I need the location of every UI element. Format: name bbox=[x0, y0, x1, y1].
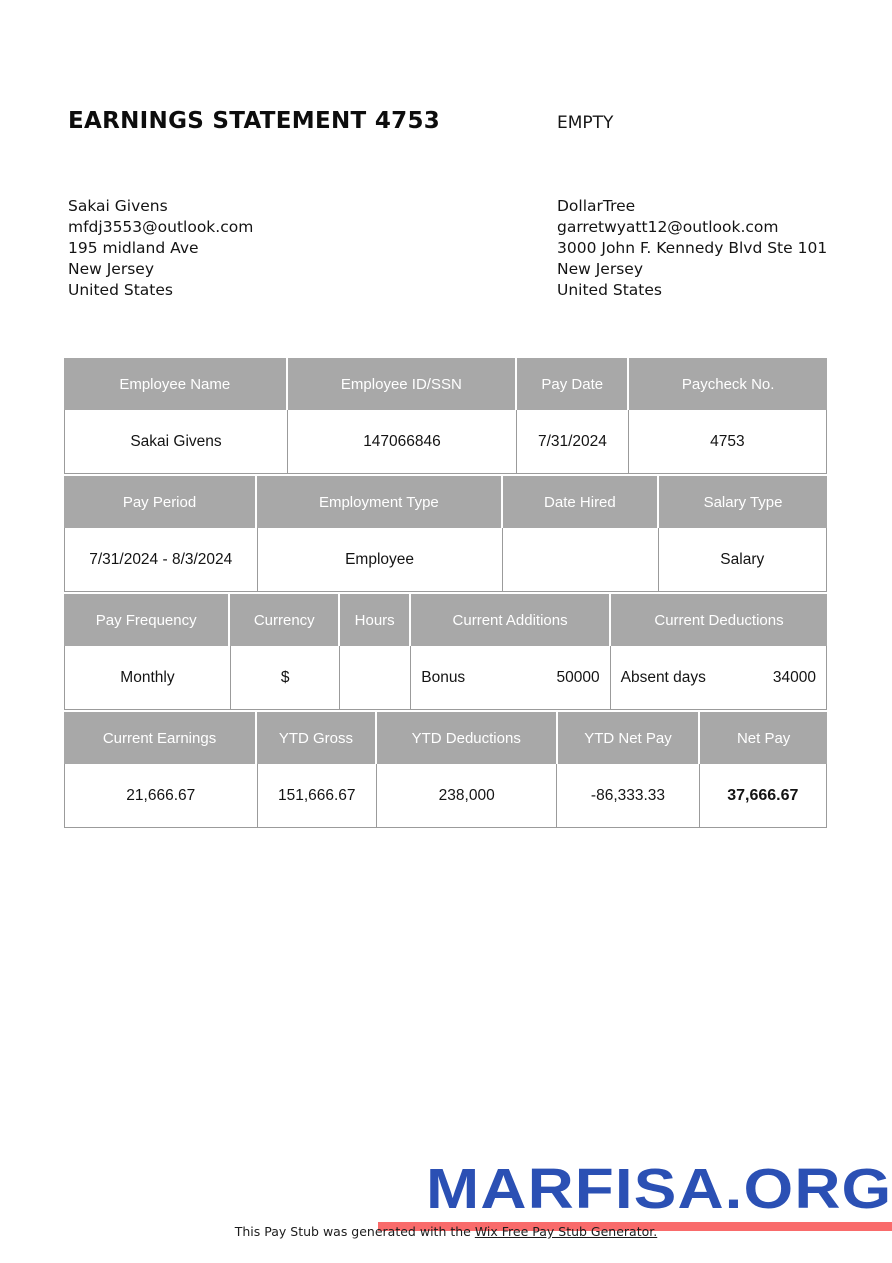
deduction-label: Absent days bbox=[620, 668, 706, 686]
earnings-table bbox=[64, 358, 827, 830]
header-current-additions: Current Additions bbox=[411, 594, 611, 646]
employer-street: 3000 John F. Kennedy Blvd Ste 101 bbox=[557, 239, 828, 257]
value-paycheck-no: 4753 bbox=[629, 410, 826, 473]
value-current-additions bbox=[411, 646, 610, 709]
generator-note-text: This Pay Stub was generated with the bbox=[234, 1224, 475, 1239]
value-current-deductions bbox=[611, 646, 826, 709]
deduction-amount: 34000 bbox=[772, 668, 816, 686]
header-ytd-net-pay: YTD Net Pay bbox=[558, 712, 701, 764]
header-employment-type: Employment Type bbox=[257, 476, 503, 528]
table-row bbox=[64, 528, 827, 592]
header-paycheck-no: Paycheck No. bbox=[629, 358, 827, 410]
table-band-totals bbox=[64, 712, 827, 828]
employee-email: mfdj3553@outlook.com bbox=[68, 218, 254, 236]
table-band-employment bbox=[64, 476, 827, 592]
table-row bbox=[64, 646, 827, 710]
employer-email: garretwyatt12@outlook.com bbox=[557, 218, 779, 236]
employer-address-block bbox=[557, 196, 827, 301]
table-row bbox=[64, 410, 827, 474]
value-ytd-deductions: 238,000 bbox=[377, 764, 557, 827]
addition-label: Bonus bbox=[421, 668, 466, 686]
header-row bbox=[64, 358, 827, 410]
value-pay-frequency: Monthly bbox=[65, 646, 231, 709]
value-ytd-gross: 151,666.67 bbox=[258, 764, 377, 827]
value-employment-type: Employee bbox=[258, 528, 503, 591]
employer-country: United States bbox=[557, 281, 662, 299]
header-ytd-gross: YTD Gross bbox=[257, 712, 377, 764]
employer-region: New Jersey bbox=[557, 260, 643, 278]
header-net-pay: Net Pay bbox=[700, 712, 827, 764]
value-employee-name: Sakai Givens bbox=[65, 410, 288, 473]
employee-address-block bbox=[68, 196, 253, 301]
value-pay-date: 7/31/2024 bbox=[517, 410, 629, 473]
header-row bbox=[64, 476, 827, 528]
header-pay-period: Pay Period bbox=[64, 476, 257, 528]
header-pay-date: Pay Date bbox=[517, 358, 629, 410]
header-ytd-deductions: YTD Deductions bbox=[377, 712, 558, 764]
employee-region: New Jersey bbox=[68, 260, 154, 278]
table-band-identity bbox=[64, 358, 827, 474]
value-salary-type: Salary bbox=[659, 528, 826, 591]
header-employee-id: Employee ID/SSN bbox=[288, 358, 518, 410]
header-current-deductions: Current Deductions bbox=[611, 594, 827, 646]
value-net-pay: 37,666.67 bbox=[700, 764, 826, 827]
employee-name: Sakai Givens bbox=[68, 197, 168, 215]
generator-note bbox=[0, 1224, 892, 1239]
value-current-earnings: 21,666.67 bbox=[65, 764, 258, 827]
value-hours bbox=[340, 646, 411, 709]
employee-street: 195 midland Ave bbox=[68, 239, 199, 257]
header-currency: Currency bbox=[230, 594, 340, 646]
marfisa-logo: MARFISA.ORG bbox=[425, 1157, 892, 1221]
header-row bbox=[64, 712, 827, 764]
header-salary-type: Salary Type bbox=[659, 476, 827, 528]
generator-link[interactable]: Wix Free Pay Stub Generator. bbox=[474, 1224, 658, 1239]
table-band-pay-details bbox=[64, 594, 827, 710]
header-current-earnings: Current Earnings bbox=[64, 712, 257, 764]
value-currency: $ bbox=[231, 646, 341, 709]
header-employee-name: Employee Name bbox=[64, 358, 288, 410]
employer-name: DollarTree bbox=[557, 197, 636, 215]
header-date-hired: Date Hired bbox=[503, 476, 659, 528]
value-employee-id: 147066846 bbox=[288, 410, 517, 473]
addition-amount: 50000 bbox=[556, 668, 600, 686]
header-row bbox=[64, 594, 827, 646]
employee-country: United States bbox=[68, 281, 173, 299]
value-ytd-net-pay: -86,333.33 bbox=[557, 764, 699, 827]
table-row bbox=[64, 764, 827, 828]
header-hours: Hours bbox=[340, 594, 411, 646]
header-pay-frequency: Pay Frequency bbox=[64, 594, 230, 646]
value-date-hired bbox=[503, 528, 659, 591]
value-pay-period: 7/31/2024 - 8/3/2024 bbox=[65, 528, 258, 591]
status-badge: EMPTY bbox=[557, 113, 614, 133]
page-title: EARNINGS STATEMENT 4753 bbox=[68, 108, 441, 134]
